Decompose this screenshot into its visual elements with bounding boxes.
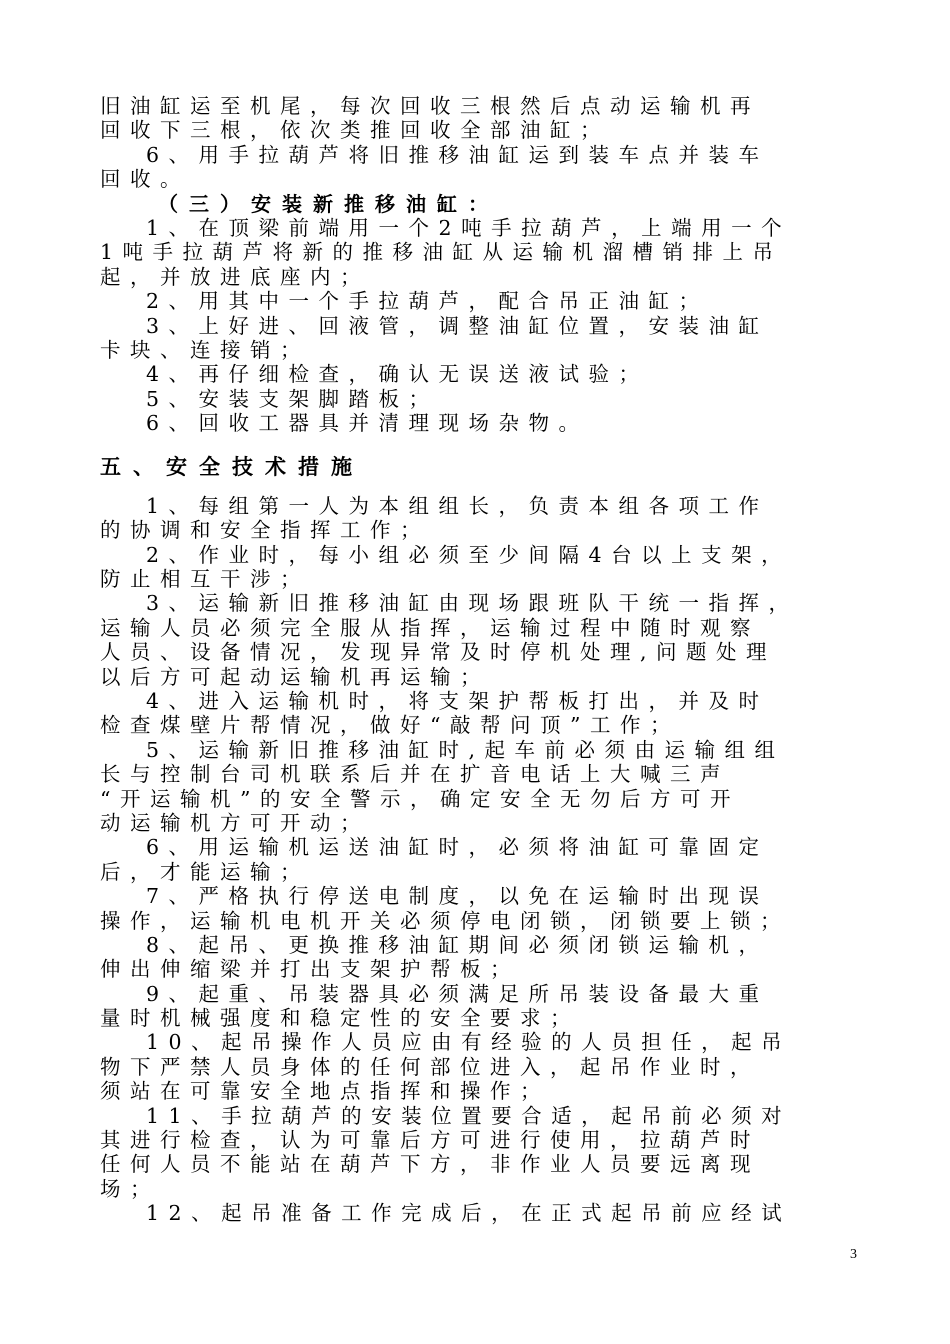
text-line: 运输人员必须完全服从指挥，运输过程中随时观察 (100, 615, 760, 640)
text-line: 卡块、连接销； (100, 337, 310, 362)
list-item: 2、作业时，每小组必须至少间隔4台以上支架， (146, 542, 792, 567)
list-item: 11、手拉葫芦的安装位置要合适，起吊前必须对 (146, 1103, 792, 1128)
text-line: 动运输机方可开动； (100, 810, 370, 835)
list-item: 1、在顶梁前端用一个2吨手拉葫芦，上端用一个 (146, 215, 792, 240)
text-line: 1吨手拉葫芦将新的推移油缸从运输机溜槽销排上吊 (100, 240, 783, 265)
list-item: 8、起吊、更换推移油缸期间必须闭锁运输机， (146, 932, 769, 957)
list-item: 4、再仔细检查，确认无误送液试验； (146, 362, 649, 387)
list-item: 9、起重、吊装器具必须满足所吊装设备最大重 (146, 981, 769, 1006)
list-item: 6、回收工器具并清理现场杂物。 (146, 411, 589, 436)
list-item: 10、起吊操作人员应由有经验的人员担任，起吊 (146, 1030, 792, 1055)
text-line: 回收。 (100, 167, 190, 192)
list-item: 4、进入运输机时，将支架护帮板打出，并及时 (146, 688, 769, 713)
text-line: 其进行检查，认为可靠后方可进行使用，拉葫芦时 (100, 1128, 760, 1153)
list-item: 3、运输新旧推移油缸由现场跟班队干统一指挥， (146, 591, 799, 616)
list-item: 2、用其中一个手拉葫芦，配合吊正油缸； (146, 289, 709, 314)
text-line: 任何人员不能站在葫芦下方，非作业人员要远离现 (100, 1152, 760, 1177)
text-line: 长与控制台司机联系后并在扩音电话上大喊三声 (100, 762, 730, 787)
list-item: 6、用手拉葫芦将旧推移油缸运到装车点并装车 (146, 142, 769, 167)
text-line: 的协调和安全指挥工作； (100, 518, 430, 543)
list-item: 6、用运输机运送油缸时，必须将油缸可靠固定 (146, 835, 769, 860)
list-item: 5、安装支架脚踏板； (146, 386, 439, 411)
text-line: 以后方可起动运输机再运输； (100, 664, 490, 689)
list-item: 1、每组第一人为本组组长，负责本组各项工作 (146, 493, 769, 518)
subsection-title: （三）安装新推移油缸： (158, 191, 499, 216)
text-line: 人员、设备情况，发现异常及时停机处理,问题处理 (100, 640, 777, 665)
text-line: 伸出伸缩梁并打出支架护帮板； (100, 957, 520, 982)
text-line: 场； (100, 1176, 160, 1201)
page-number: 3 (850, 1247, 857, 1262)
document-body (100, 94, 845, 1226)
text-line: 后，才能运输； (100, 859, 310, 884)
text-line: 须站在可靠安全地点指挥和操作； (100, 1079, 550, 1104)
list-item: 3、上好进、回液管，调整油缸位置，安装油缸 (146, 313, 769, 338)
text-line: 物下严禁人员身体的任何部位进入，起吊作业时， (100, 1054, 760, 1079)
text-line: 检查煤壁片帮情况，做好“敲帮问顶”工作； (100, 713, 680, 738)
text-line: 防止相互干涉； (100, 567, 310, 592)
text-line: 量时机械强度和稳定性的安全要求； (100, 1006, 580, 1031)
text-line: “开运输机”的安全警示，确定安全无勿后方可开 (100, 786, 740, 811)
text-line: 回收下三根，依次类推回收全部油缸； (100, 118, 610, 143)
text-line: 操作，运输机电机开关必须停电闭锁，闭锁要上锁； (100, 908, 790, 933)
list-item: 7、严格执行停送电制度，以免在运输时出现误 (146, 884, 769, 909)
list-item: 12、起吊准备工作完成后，在正式起吊前应经试 (146, 1201, 792, 1226)
text-line: 起，并放进底座内； (100, 264, 370, 289)
list-item: 5、运输新旧推移油缸时,起车前必须由运输组组 (146, 737, 785, 762)
text-line: 旧油缸运至机尾，每次回收三根然后点动运输机再 (100, 94, 760, 118)
section-title: 五、安全技术措施 (100, 455, 364, 480)
